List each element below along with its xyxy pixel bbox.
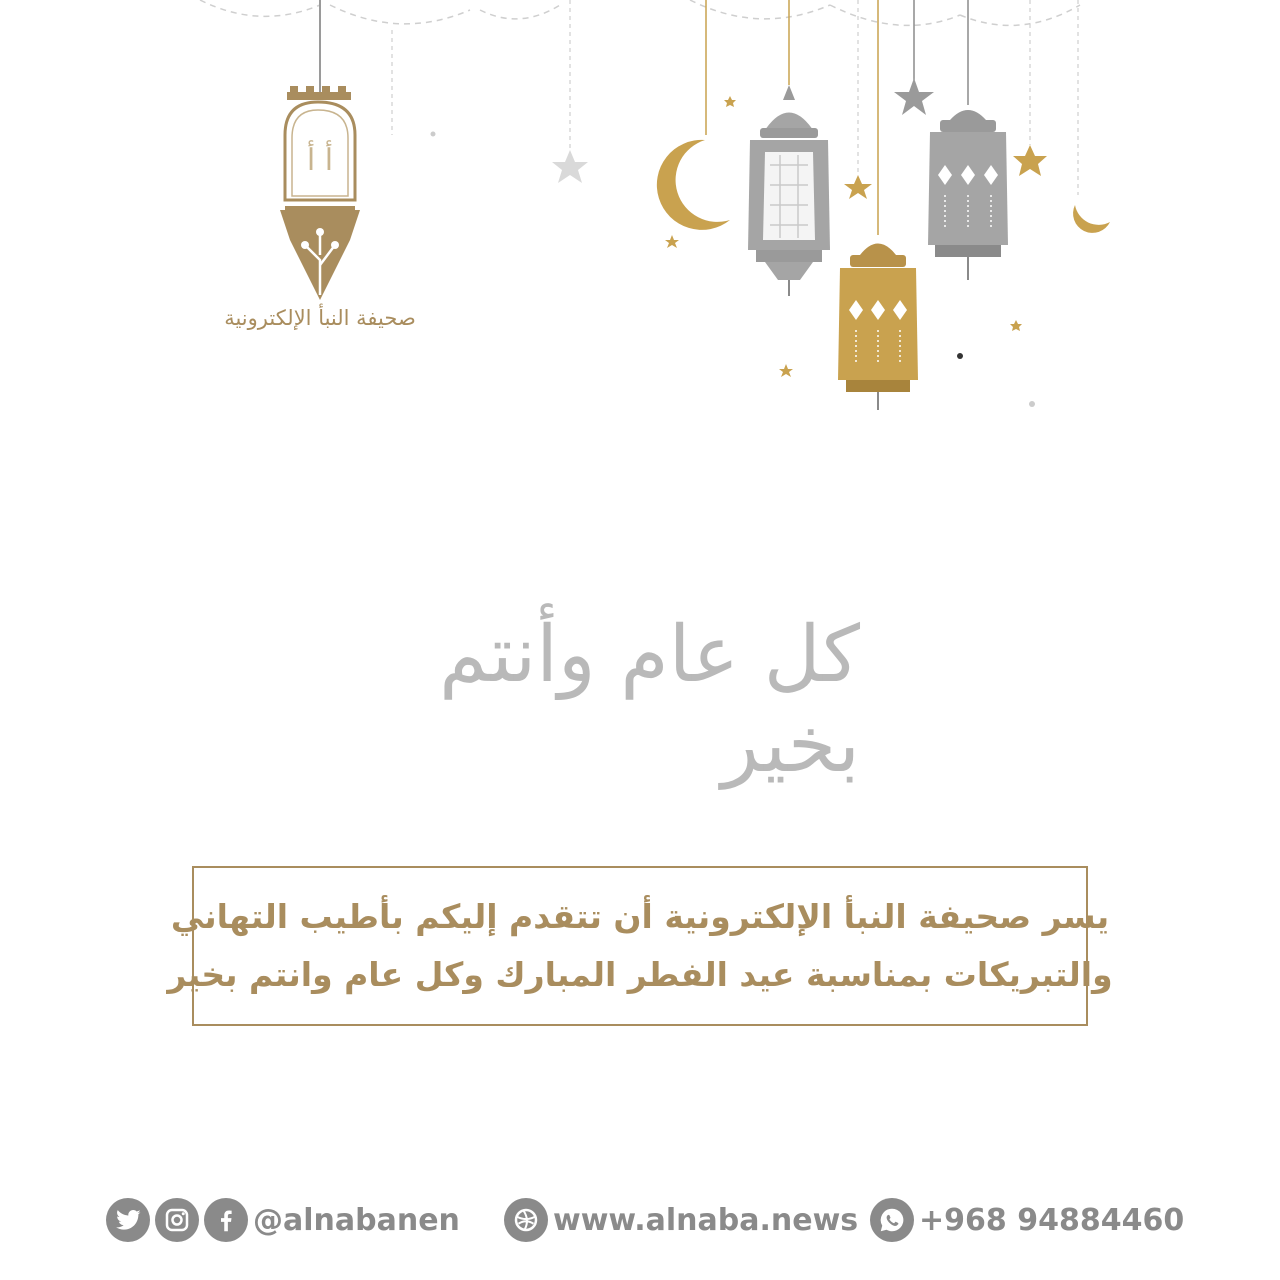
phone-number[interactable]: +968 94884460 [919, 1202, 1185, 1238]
contact-footer [0, 1192, 1280, 1248]
ramadan-decoration [0, 0, 1280, 430]
greeting-calligraphy: كل عام وأنتم بخير [439, 610, 860, 790]
message-line-2: والتبريكات بمناسبة عيد الفطر المبارك وكل عام وانتم بخير [167, 955, 1113, 994]
instagram-icon[interactable] [155, 1198, 199, 1242]
logo-name: صحيفة النبأ الإلكترونية [224, 306, 416, 330]
whatsapp-icon[interactable] [870, 1198, 914, 1242]
message-line-1: يسر صحيفة النبأ الإلكترونية أن تتقدم إليكم بأطيب التهاني [170, 897, 1110, 936]
website-link [504, 1192, 858, 1248]
crescent-moon-left [657, 140, 730, 230]
message-box [167, 866, 1113, 1026]
twitter-icon[interactable] [106, 1198, 150, 1242]
phone-contact [870, 1192, 1184, 1248]
social-links [106, 1192, 460, 1248]
gray-lantern-right [928, 110, 1008, 280]
gray-lantern-large [748, 85, 830, 296]
facebook-icon[interactable] [204, 1198, 248, 1242]
svg-text:أ أ: أ أ [306, 143, 334, 178]
crescent-moon-right [1073, 205, 1110, 233]
gold-lantern [838, 244, 918, 411]
logo-emblem [280, 0, 360, 300]
website-url[interactable]: www.alnaba.news [553, 1202, 859, 1238]
globe-icon[interactable] [504, 1198, 548, 1242]
social-handle[interactable]: @alnabanen [253, 1202, 460, 1238]
